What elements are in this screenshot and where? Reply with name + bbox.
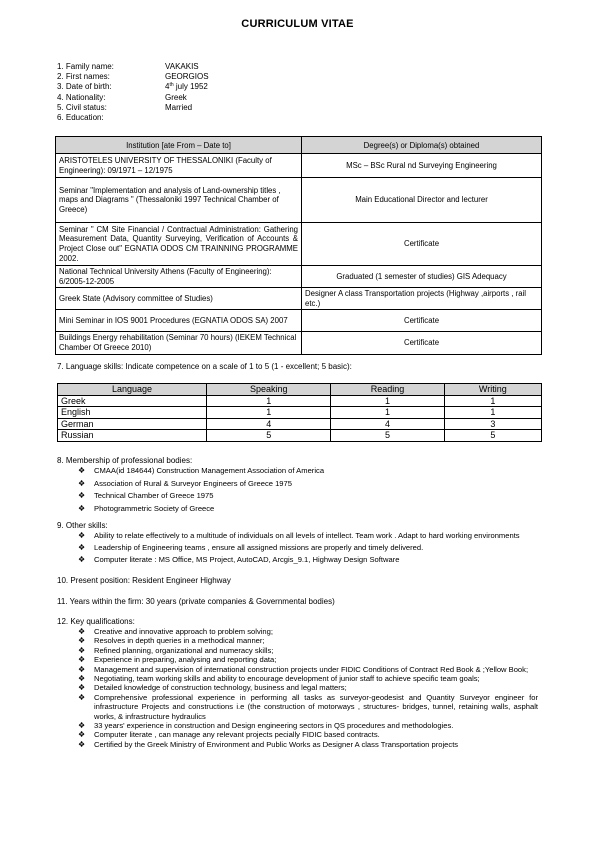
table-row: Greek 1 1 1 xyxy=(58,395,542,407)
years-within-firm: 11. Years within the firm: 30 years (private companies & Governmental bodies) xyxy=(57,597,335,606)
list-item: ❖ Management and supervision of international construction projects under FIDIC Conditions of Contract Red Book & ;Yellow Book; xyxy=(78,664,529,674)
institution-cell: ARISTOTELES UNIVERSITY OF THESSALONIKI (Faculty of Engineering): 09/1971 – 12/1975 xyxy=(56,154,302,178)
table-row xyxy=(56,332,542,354)
key-qualifications-heading: 12. Key qualifications: xyxy=(57,617,135,626)
table-row xyxy=(56,154,542,178)
language-header-row xyxy=(58,384,542,396)
table-row: English 1 1 1 xyxy=(58,407,542,419)
diamond-bullet-icon: ❖ xyxy=(78,503,86,513)
other-skills-list xyxy=(78,531,538,565)
diamond-bullet-icon: ❖ xyxy=(78,664,86,674)
table-row xyxy=(56,178,542,223)
table-row xyxy=(56,288,542,310)
diamond-bullet-icon: ❖ xyxy=(78,655,86,665)
diamond-bullet-icon: ❖ xyxy=(78,721,86,731)
table-row xyxy=(56,266,542,288)
list-item: ❖ Negotiating, team working skills and ability to encourage development of junior staff to achieve specific team goals; xyxy=(78,674,480,684)
diamond-bullet-icon: ❖ xyxy=(78,543,86,552)
present-position: 10. Present position: Resident Engineer Highway xyxy=(57,576,231,585)
personal-row: 2. First names: GEORGIOS xyxy=(57,72,209,82)
list-item: ❖ Technical Chamber of Greece 1975 xyxy=(78,491,214,500)
personal-row: 3. Date of birth: 4th july 1952 xyxy=(57,82,208,92)
education-table xyxy=(55,136,542,355)
language-header: Writing xyxy=(444,384,541,396)
list-item: ❖ Leadership of Engineering teams , ensure all assigned missions are properly and timely delivered. xyxy=(78,543,424,552)
language-table xyxy=(57,383,542,442)
list-item: ❖ Computer literate : MS Office, MS Project, AutoCAD, Arcgis_9.1, Highway Design Software xyxy=(78,555,400,564)
language-header: Language xyxy=(58,384,207,396)
institution-cell: National Technical University Athens (Faculty of Engineering): 6/2005-12-2005 xyxy=(56,266,302,288)
membership-heading: 8. Membership of professional bodies: xyxy=(57,456,193,465)
education-header-institution: Institution [ate From – Date to] xyxy=(56,137,302,154)
page-title: CURRICULUM VITAE xyxy=(241,18,354,30)
list-item: ❖ Association of Rural & Surveyor Engineers of Greece 1975 xyxy=(78,478,292,488)
table-row xyxy=(56,223,542,266)
other-skills-heading: 9. Other skills: xyxy=(57,521,108,530)
list-item: ❖ Photogrammetric Society of Greece xyxy=(78,503,215,513)
list-item: ❖ Comprehensive professional experience in performing all tasks as surveyor-geodesist and Quantity Surveyor engineer for infrastructure Projects and constructions i.e (the construction of motorways , structures- bridges, tunnel, retaining walls, asphalt works, & infrastructure hydraulics xyxy=(78,692,538,721)
list-item: ❖ 33 years' experience in construction and Design engineering sectors in QS procedures and methodologies. xyxy=(78,721,454,731)
diamond-bullet-icon: ❖ xyxy=(78,531,86,540)
membership-list xyxy=(78,466,538,514)
list-item: ❖ Experience in preparing, analysing and reporting data; xyxy=(78,655,277,665)
diamond-bullet-icon: ❖ xyxy=(78,645,86,655)
diamond-bullet-icon: ❖ xyxy=(78,478,86,488)
date-of-birth: 4th july 1952 xyxy=(165,82,208,92)
degree-cell: Certificate xyxy=(302,223,542,266)
diamond-bullet-icon: ❖ xyxy=(78,466,86,475)
key-qualifications-list xyxy=(78,627,538,749)
personal-row: 5. Civil status: Married xyxy=(57,102,193,112)
education-header-row xyxy=(56,137,542,154)
table-row xyxy=(56,310,542,332)
diamond-bullet-icon: ❖ xyxy=(78,627,86,636)
personal-row: 4. Nationality: Greek xyxy=(57,92,187,102)
diamond-bullet-icon: ❖ xyxy=(78,555,86,564)
list-item: ❖ Certified by the Greek Ministry of Environment and Public Works as Designer A class Transportation projects xyxy=(78,739,459,749)
list-item: ❖ Ability to relate effectively to a multitude of individuals on all levels of intellect. Team work . Adapt to hard working environments xyxy=(78,531,520,540)
list-item: ❖ Computer literate , can manage any relevant projects pecially FIDIC based contracts. xyxy=(78,730,380,740)
education-header-degree: Degree(s) or Diploma(s) obtained xyxy=(302,137,542,154)
list-item: ❖ Refined planning, organizational and numeracy skills; xyxy=(78,645,274,655)
diamond-bullet-icon: ❖ xyxy=(78,739,86,749)
institution-cell: Buildings Energy rehabilitation (Seminar 70 hours) (IEKEM Technical Chamber Of Greece 2010) xyxy=(56,332,302,354)
table-row: German 4 4 3 xyxy=(58,418,542,430)
language-header: Speaking xyxy=(207,384,331,396)
diamond-bullet-icon: ❖ xyxy=(78,683,86,693)
degree-cell: Certificate xyxy=(302,310,542,332)
diamond-bullet-icon: ❖ xyxy=(78,636,86,646)
diamond-bullet-icon: ❖ xyxy=(78,674,86,684)
language-header: Reading xyxy=(331,384,444,396)
degree-cell: Certificate xyxy=(302,332,542,354)
personal-row: 1. Family name: VAKAKIS xyxy=(57,62,199,71)
institution-cell: Mini Seminar in IOS 9001 Procedures (EGNATIA ODOS SA) 2007 xyxy=(56,310,302,332)
list-item: ❖ Creative and innovative approach to problem solving; xyxy=(78,627,273,636)
table-row: Russian 5 5 5 xyxy=(58,430,542,442)
institution-cell: Seminar "Implementation and analysis of Land-ownership titles , maps and Diagrams " (Thessaloniki 1997 Technical Chamber of Greece) xyxy=(56,178,302,223)
diamond-bullet-icon: ❖ xyxy=(78,491,86,500)
list-item: ❖ Resolves in depth queries in a methodical manner; xyxy=(78,636,265,646)
diamond-bullet-icon: ❖ xyxy=(78,730,86,740)
institution-cell: Greek State (Advisory committee of Studies) xyxy=(56,288,302,310)
diamond-bullet-icon: ❖ xyxy=(78,692,86,702)
list-item: ❖ CMAA(id 184644) Construction Management Association of America xyxy=(78,466,325,475)
institution-cell: Seminar " CM Site Financial / Contractual Administration: Gathering Measurement Data, Quantity Surveying, Verification of Accounts & Project Close out" EGNATIA ODOS CM TRAINNING PROGRAMME 2002. xyxy=(56,223,302,266)
degree-cell: Designer A class Transportation projects (Highway ,airports , rail etc.) xyxy=(302,288,542,310)
language-skills-heading: 7. Language skills: Indicate competence on a scale of 1 to 5 (1 - excellent; 5 basic): xyxy=(57,362,352,371)
personal-info xyxy=(57,62,209,123)
personal-row: 6. Education: xyxy=(57,112,104,122)
degree-cell: Graduated (1 semester of studies) GIS Adequacy xyxy=(302,266,542,288)
degree-cell: MSc – BSc Rural nd Surveying Engineering xyxy=(302,154,542,178)
degree-cell: Main Educational Director and lecturer xyxy=(302,178,542,223)
list-item: ❖ Detailed knowledge of construction technology, business and legal matters; xyxy=(78,683,347,693)
